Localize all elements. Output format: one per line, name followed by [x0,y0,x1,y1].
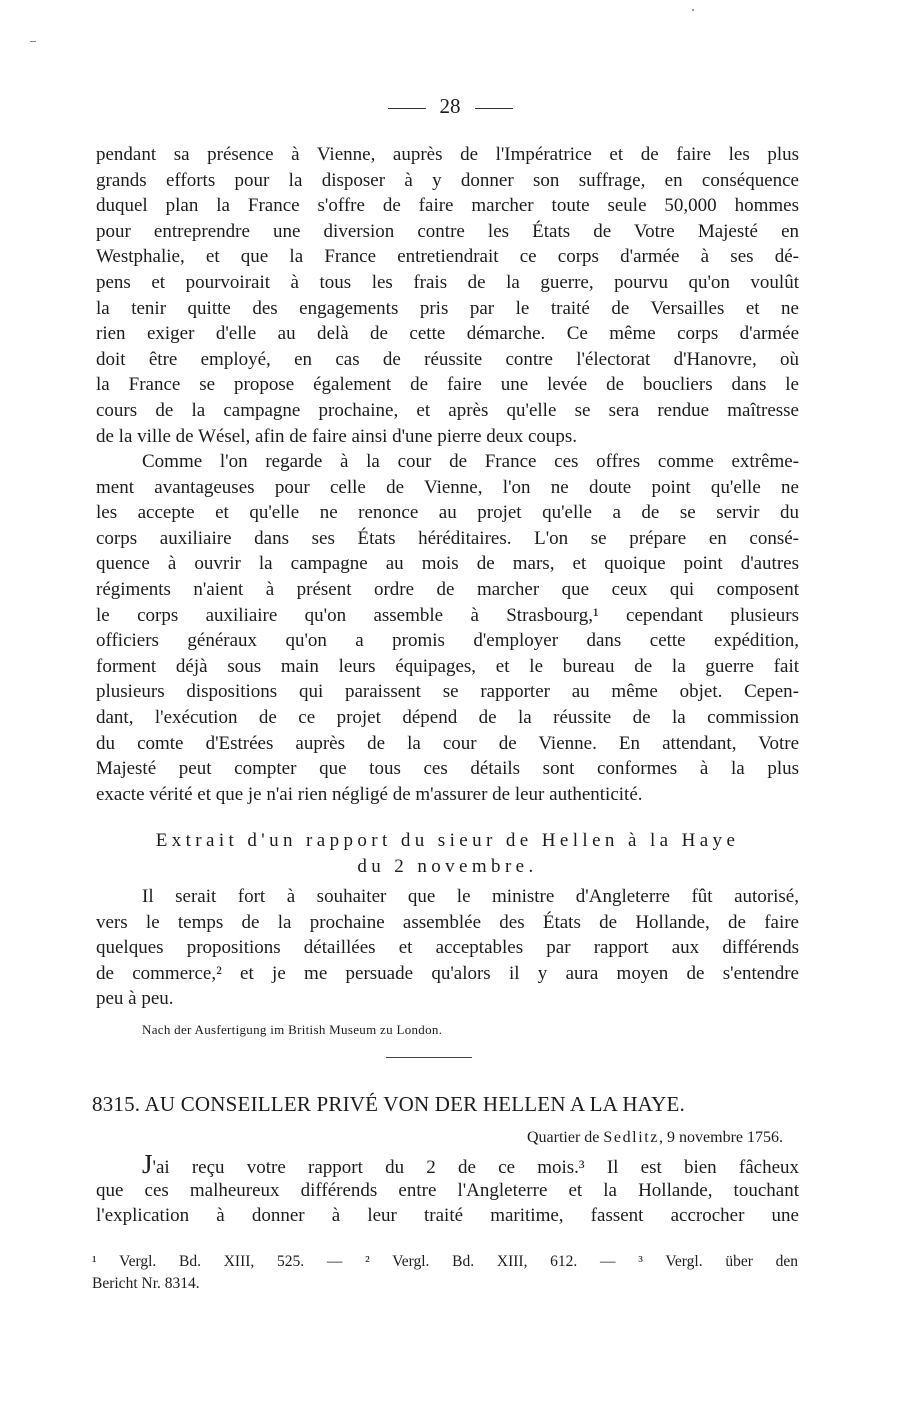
footnote-line: Bericht Nr. 8314. [92,1275,200,1292]
text-line: les accepte et qu'elle ne renonce au projet qu'elle a de se servir du [96,502,799,524]
text-line: quence à ouvrir la campagne au mois de mars, et quoique point d'autres [96,553,799,575]
text-line: Comme l'on regarde à la cour de France ces offres comme extrême- [142,451,799,472]
extract-heading [96,828,799,879]
drop-cap: J [142,1152,153,1178]
text-line: le corps auxiliaire qu'on assemble à Strasbourg,¹ cependant plusieurs [96,604,799,626]
section-divider [386,1057,472,1058]
text-line: forment déjà sous main leurs équipages, et le bureau de la guerre fait [96,655,799,677]
paragraph-3 [96,884,799,1012]
text-line-content: 'ai reçu votre rapport du 2 de ce mois.³ Il est bien fâcheux [152,1157,799,1178]
paragraph-4 [96,1152,799,1229]
extract-heading-line-2: du 2 novembre. [357,855,538,877]
text-line: corps auxiliaire dans ses États héréditaires. L'on se prépare en consé- [96,527,799,549]
text-line: ment avantageuses pour celle de Vienne, l'on ne doute point qu'elle ne [96,476,799,498]
text-line: cours de la campagne prochaine, et après qu'elle se sera rendue maîtresse [96,399,799,421]
text-line: de commerce,² et je me persuade qu'alors il y aura moyen de s'entendre [96,962,799,984]
text-line: pens et pourvoirait à tous les frais de la guerre, pourvu qu'on voulût [96,271,799,293]
text-line: officiers généraux qu'on a promis d'employer dans cette expédition, [96,630,799,652]
text-line: régiments n'aient à présent ordre de marcher que ceux qui composent [96,578,799,600]
text-line: pendant sa présence à Vienne, auprès de l'Impératrice et de faire les plus [96,144,799,165]
dateline-prefix: Quartier de [526,1129,600,1146]
text-line: que ces malheureux différends entre l'Angleterre et la Hollande, touchant [96,1179,799,1201]
dateline [527,1126,783,1150]
text-line: duquel plan la France s'offre de faire marcher toute seule 50,000 hommes [96,195,799,217]
text-line: l'explication à donner à leur traité maritime, fassent accrocher une [96,1205,799,1227]
running-head [0,92,900,120]
text-line: grands efforts pour la disposer à y donner son suffrage, en conséquence [96,169,799,191]
text-line: dant, l'exécution de ce projet dépend de la réussite de la commission [96,706,799,728]
dateline-date: , 9 novembre 1756. [659,1129,783,1146]
footnotes [92,1251,798,1295]
page-number: 28 [439,94,461,118]
extract-heading-line-1: Extrait d'un rapport du sieur de Hellen à la Haye [155,830,740,851]
text-line: vers le temps de la prochaine assemblée des États de Hollande, de faire [96,911,799,933]
dateline-place: Sedlitz [603,1129,660,1146]
running-head-dash-left [388,108,426,109]
text-line: Majesté peut compter que tous ces détails sont conformes à la plus [96,758,799,780]
paragraph-1 [96,142,799,449]
document-heading: 8315. AU CONSEILLER PRIVÉ VON DER HELLEN A LA HAYE. [92,1092,685,1116]
footnote-line: ¹ Vergl. Bd. XIII, 525. — ² Vergl. Bd. XIII, 612. — ³ Vergl. über den [92,1253,798,1270]
text-line: plusieurs dispositions qui paraissent se rapporter au même objet. Cepen- [96,681,799,703]
text-line: exacte vérité et que je n'ai rien négligé de m'assurer de leur authenticité. [96,783,643,805]
scan-artifact [30,41,36,42]
text-line: Il serait fort à souhaiter que le ministre d'Angleterre fût autorisé, [142,886,799,907]
text-line: la tenir quitte des engagements pris par le traité de Versailles et ne [96,297,799,319]
text-line: du comte d'Estrées auprès de la cour de Vienne. En attendant, Votre [96,732,799,754]
text-line: de la ville de Wésel, afin de faire ainsi d'une pierre deux coups. [96,425,578,447]
text-line: peu à peu. [96,988,174,1010]
text-line: la France se propose également de faire une levée de boucliers dans le [96,374,799,396]
paragraph-2 [96,449,799,807]
text-line: pour entreprendre une diversion contre les États de Votre Majesté en [96,220,799,242]
scan-artifact-dot [692,9,694,11]
text-line: rien exiger d'elle au delà de cette démarche. Ce même corps d'armée [96,323,799,345]
text-line: Westphalie, et que la France entretiendrait ce corps d'armée à ses dé- [96,246,799,268]
text-line: quelques propositions détaillées et acceptables par rapport aux différends [96,937,799,959]
text-line: doit être employé, en cas de réussite contre l'électorat d'Hanovre, où [96,348,799,370]
source-note: Nach der Ausfertigung im British Museum zu London. [142,1022,443,1037]
running-head-dash-right [475,108,513,109]
text-line [96,1152,799,1178]
